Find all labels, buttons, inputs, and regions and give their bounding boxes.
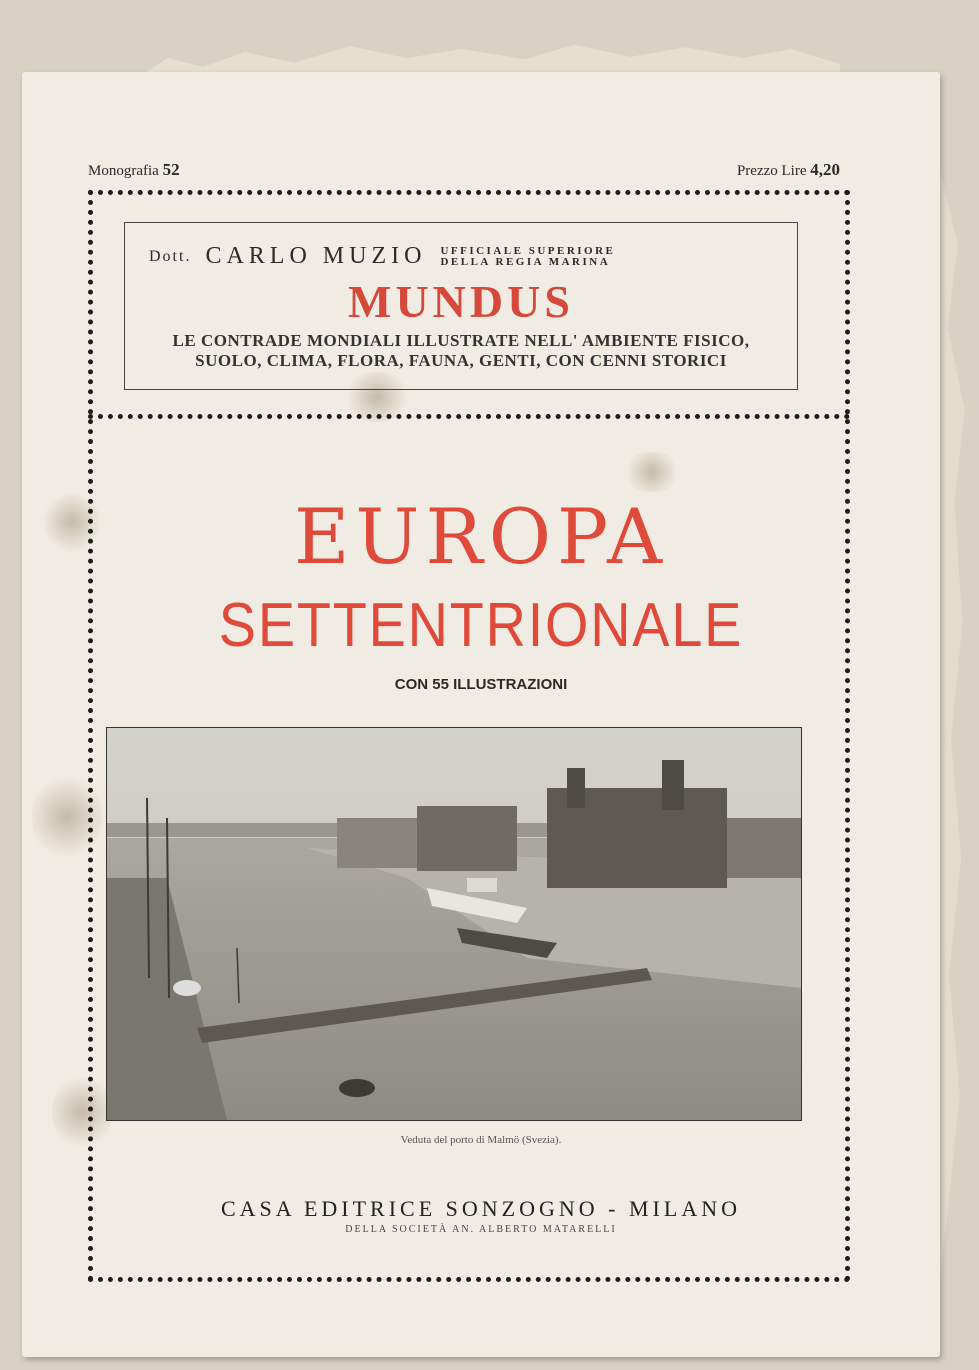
price-label: Prezzo Lire 4,20 xyxy=(736,160,840,179)
author-title: Dott. xyxy=(149,247,192,265)
book-cover xyxy=(22,72,940,1357)
harbor-illustration xyxy=(107,728,801,1120)
price-value: 4,20 xyxy=(810,160,840,179)
author-box xyxy=(124,222,798,390)
photo-caption: Veduta del porto di Malmö (Svezia). xyxy=(400,1134,562,1146)
book-title-line2: SETTENTRIONALE xyxy=(218,591,744,660)
publisher-sub: DELLA SOCIETÀ AN. ALBERTO MATARELLI xyxy=(345,1224,617,1235)
author-rank: UFFICIALE SUPERIORE DELLA REGIA MARINA xyxy=(440,244,616,268)
dotted-divider xyxy=(88,414,850,419)
series-name: MUNDUS xyxy=(348,276,574,327)
harbor-photo xyxy=(106,727,802,1121)
monograph-label: Monografia 52 xyxy=(88,160,180,179)
author-name: CARLO MUZIO xyxy=(205,243,427,269)
author-line xyxy=(149,243,615,270)
book-subtitle: CON 55 ILLUSTRAZIONI xyxy=(394,676,568,693)
monograph-number: 52 xyxy=(162,160,180,179)
book-title-line1: EUROPA xyxy=(293,492,669,581)
publisher-name: CASA EDITRICE SONZOGNO - MILANO xyxy=(221,1196,741,1221)
building xyxy=(417,806,517,871)
series-tagline: LE CONTRADE MONDIALI ILLUSTRATE NELL' AMBIENTE FISICO, SUOLO, CLIMA, FLORA, FAUNA, GENTI, CON CENNI STORICI xyxy=(172,331,750,370)
